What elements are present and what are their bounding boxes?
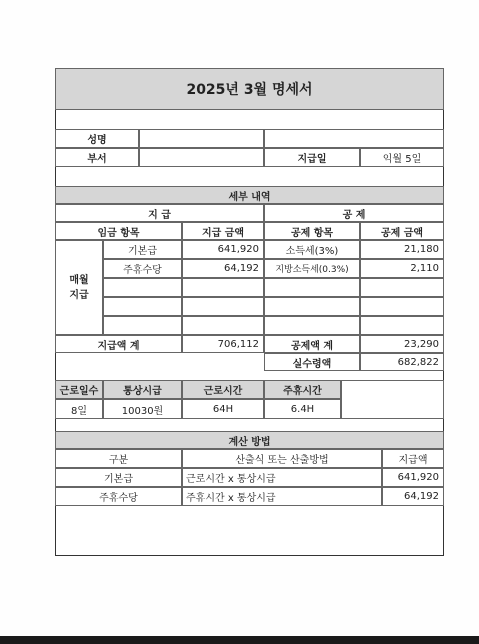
deduct-item (264, 278, 360, 297)
calc-formula: 근로시간 x 통상시급 (182, 468, 382, 487)
name-label: 성명 (55, 129, 139, 148)
dept-value (139, 148, 264, 167)
net-pay-value: 682,822 (360, 353, 444, 371)
work-hours-value: 64H (182, 399, 264, 419)
dept-label: 부서 (55, 148, 139, 167)
pay-item: 기본급 (103, 240, 182, 259)
calc-amount: 641,920 (382, 468, 444, 487)
paydate-label: 지급일 (264, 148, 360, 167)
calc-col-formula: 산출식 또는 산출방법 (182, 449, 382, 468)
work-days-label: 근로일수 (55, 380, 103, 399)
deduct-header: 공 제 (264, 204, 444, 222)
calc-col-kind: 구분 (55, 449, 182, 468)
calc-kind: 주휴수당 (55, 487, 182, 506)
monthly-label-line2: 지급 (69, 289, 89, 301)
deduct-total-label: 공제액 계 (264, 335, 360, 353)
calc-col-amount: 지급액 (382, 449, 444, 468)
deduct-amount (360, 278, 444, 297)
statement-title: 2025년 3월 명세서 (55, 68, 444, 110)
deduct-total-value: 23,290 (360, 335, 444, 353)
pay-header: 지 급 (55, 204, 264, 222)
deduct-amount: 2,110 (360, 259, 444, 278)
deduct-amount (360, 297, 444, 316)
pay-item (103, 297, 182, 316)
deduct-item: 소득세(3%) (264, 240, 360, 259)
calc-kind: 기본급 (55, 468, 182, 487)
pay-total-label: 지급액 계 (55, 335, 182, 353)
net-pay-label: 실수령액 (264, 353, 360, 371)
deduct-item (264, 316, 360, 335)
calc-formula: 주휴시간 x 통상시급 (182, 487, 382, 506)
deduct-amount (360, 316, 444, 335)
bottom-bar (0, 636, 479, 644)
weekly-hours-value: 6.4H (264, 399, 341, 419)
pay-item: 주휴수당 (103, 259, 182, 278)
pay-total-value: 706,112 (182, 335, 264, 353)
deduct-item (264, 297, 360, 316)
work-days-value: 8일 (55, 399, 103, 419)
hourly-wage-label: 통상시급 (103, 380, 182, 399)
hourly-wage-value: 10030원 (103, 399, 182, 419)
detail-section-title: 세부 내역 (55, 186, 444, 204)
pay-item (103, 278, 182, 297)
calc-amount: 64,192 (382, 487, 444, 506)
monthly-pay-label (55, 240, 103, 335)
pay-amount (182, 278, 264, 297)
monthly-label-line1: 매월 (69, 274, 89, 286)
pay-amount: 64,192 (182, 259, 264, 278)
pay-amount (182, 297, 264, 316)
work-row-filler (341, 380, 444, 419)
col-deduct-item: 공제 항목 (264, 222, 360, 240)
name-row-filler (264, 129, 444, 148)
deduct-item: 지방소득세(0.3%) (264, 259, 360, 278)
col-deduct-amount: 공제 금액 (360, 222, 444, 240)
pay-amount: 641,920 (182, 240, 264, 259)
pay-item (103, 316, 182, 335)
paydate-value: 익월 5일 (360, 148, 444, 167)
weekly-hours-label: 주휴시간 (264, 380, 341, 399)
calc-section-title: 계산 방법 (55, 431, 444, 449)
deduct-amount: 21,180 (360, 240, 444, 259)
name-value (139, 129, 264, 148)
col-pay-amount: 지급 금액 (182, 222, 264, 240)
col-pay-item: 임금 항목 (55, 222, 182, 240)
work-hours-label: 근로시간 (182, 380, 264, 399)
pay-amount (182, 316, 264, 335)
